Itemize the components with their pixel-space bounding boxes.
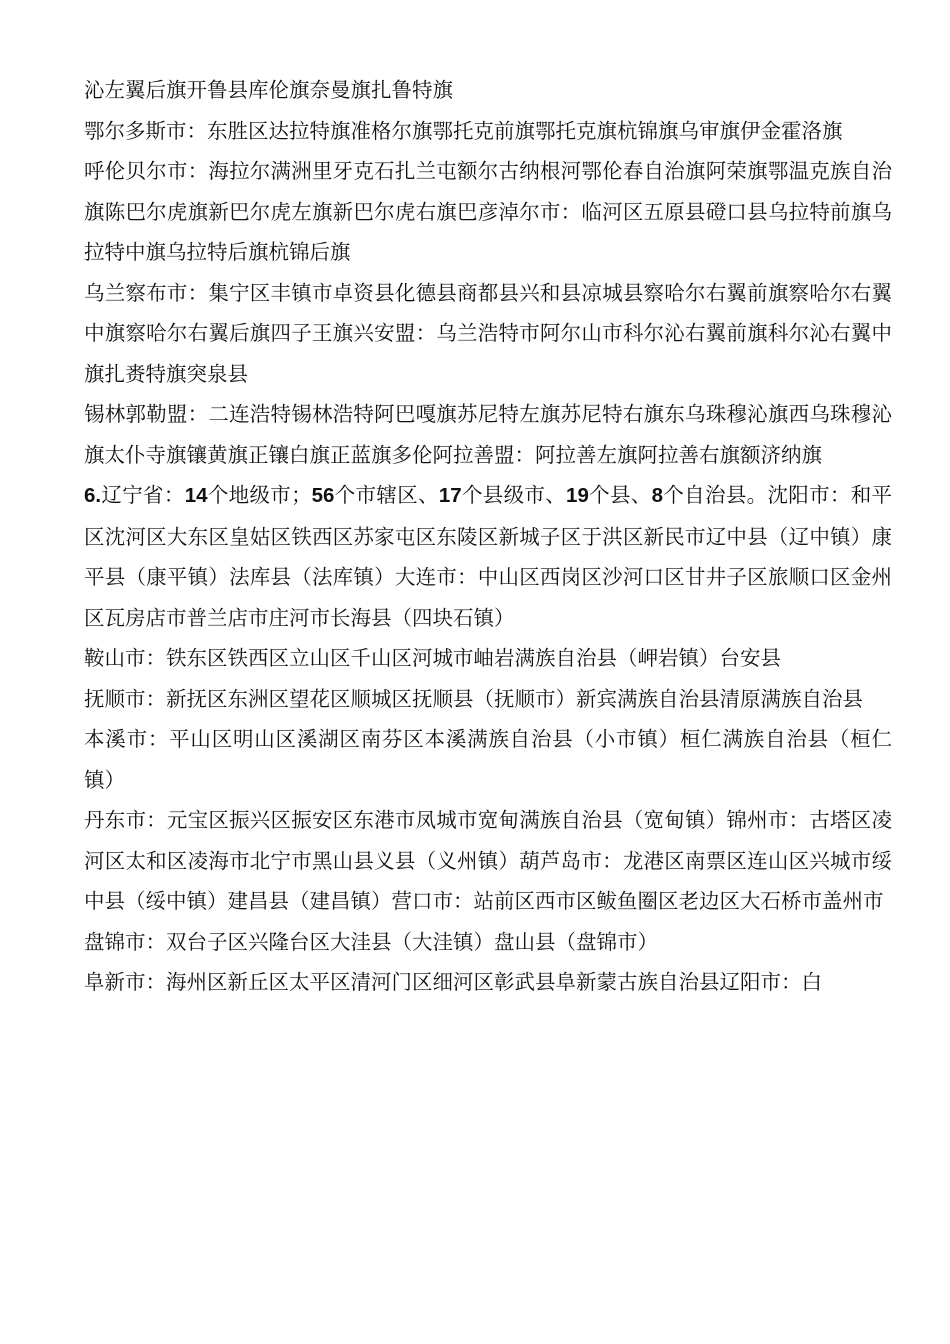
text-district: 个市辖区、 xyxy=(334,483,439,507)
section-number: 6. xyxy=(84,484,102,507)
paragraph-fushun: 抚顺市：新抚区东洲区望花区顺城区抚顺县（抚顺市）新宾满族自治县清原满族自治县 xyxy=(84,686,863,711)
count-prefecture: 14 xyxy=(184,484,208,507)
paragraph-anshan: 鞍山市：铁东区铁西区立山区千山区河城市岫岩满族自治县（岬岩镇）台安县 xyxy=(84,646,781,670)
text-county-city: 个县级市、 xyxy=(461,483,567,507)
paragraph-benxi: 本溪市：平山区明山区溪湖区南芬区本溪满族自治县（小市镇）桓仁满族自治县（桓仁镇） xyxy=(84,727,892,792)
paragraph-xilingol: 锡林郭勒盟：二连浩特锡林浩特阿巴嘎旗苏尼特左旗苏尼特右旗东乌珠穆沁旗西乌珠穆沁旗太仆寺旗镶黄旗正镶白旗正蓝旗多伦阿拉善盟：阿拉善左旗阿拉善右旗额济纳旗 xyxy=(84,402,892,467)
province-name: 辽宁省： xyxy=(101,483,185,507)
text-prefecture: 个地级市； xyxy=(207,483,312,507)
count-county: 19 xyxy=(566,484,589,507)
text-county: 个县、 xyxy=(588,483,652,507)
count-district: 56 xyxy=(311,484,335,507)
paragraph-ordos: 鄂尔多斯市：东胜区达拉特旗准格尔旗鄂托克前旗鄂托克旗杭锦旗乌审旗伊金霍洛旗 xyxy=(84,118,843,143)
count-autonomous: 8 xyxy=(651,484,664,507)
count-county-city: 17 xyxy=(438,484,462,507)
paragraph-liaoning xyxy=(84,475,892,638)
paragraph-dandong: 丹东市：元宝区振兴区振安区东港市凤城市宽甸满族自治县（宽甸镇）锦州市：古塔区凌河区太和区凌海市北宁市黑山县义县（义州镇）葫芦岛市：龙港区南票区连山区兴城市绥中县（绥中镇）建昌县（建昌镇）营口市：站前区西市区鲅鱼圈区老边区大石桥市盖州市 xyxy=(84,808,892,913)
paragraph-hulunbuir: 呼伦贝尔市：海拉尔满洲里牙克石扎兰屯额尔古纳根河鄂伦春自治旗阿荣旗鄂温克族自治旗陈巴尔虎旗新巴尔虎左旗新巴尔虎右旗巴彦淖尔市：临河区五原县磴口县乌拉特前旗乌拉特中旗乌拉特后旗杭锦后旗 xyxy=(84,159,892,264)
paragraph-ulanqab: 乌兰察布市：集宁区丰镇市卓资县化德县商都县兴和县凉城县察哈尔右翼前旗察哈尔右翼中旗察哈尔右翼后旗四子王旗兴安盟：乌兰浩特市阿尔山市科尔沁右翼前旗科尔沁右翼中旗扎赉特旗突泉县 xyxy=(84,280,892,386)
paragraph-horqin-continued: 沁左翼后旗开鲁县库伦旗奈曼旗扎鲁特旗 xyxy=(84,78,453,102)
document-page xyxy=(84,70,892,1003)
text-liaoning-rest: 个自治县。沈阳市：和平区沈河区大东区皇姑区铁西区苏家屯区东陵区新城子区于洪区新民市辽中县（辽中镇）康平县（康平镇）法库县（法库镇）大连市：中山区西岗区沙河口区甘井子区旅顺口区金州区瓦房店市普兰店市庄河市长海县（四块石镇） xyxy=(84,483,893,630)
paragraph-fuxin: 阜新市：海州区新丘区太平区清河门区细河区彰武县阜新蒙古族自治县辽阳市：白 xyxy=(84,970,822,994)
paragraph-panjin: 盘锦市：双台子区兴隆台区大洼县（大洼镇）盘山县（盘锦市） xyxy=(84,929,658,954)
